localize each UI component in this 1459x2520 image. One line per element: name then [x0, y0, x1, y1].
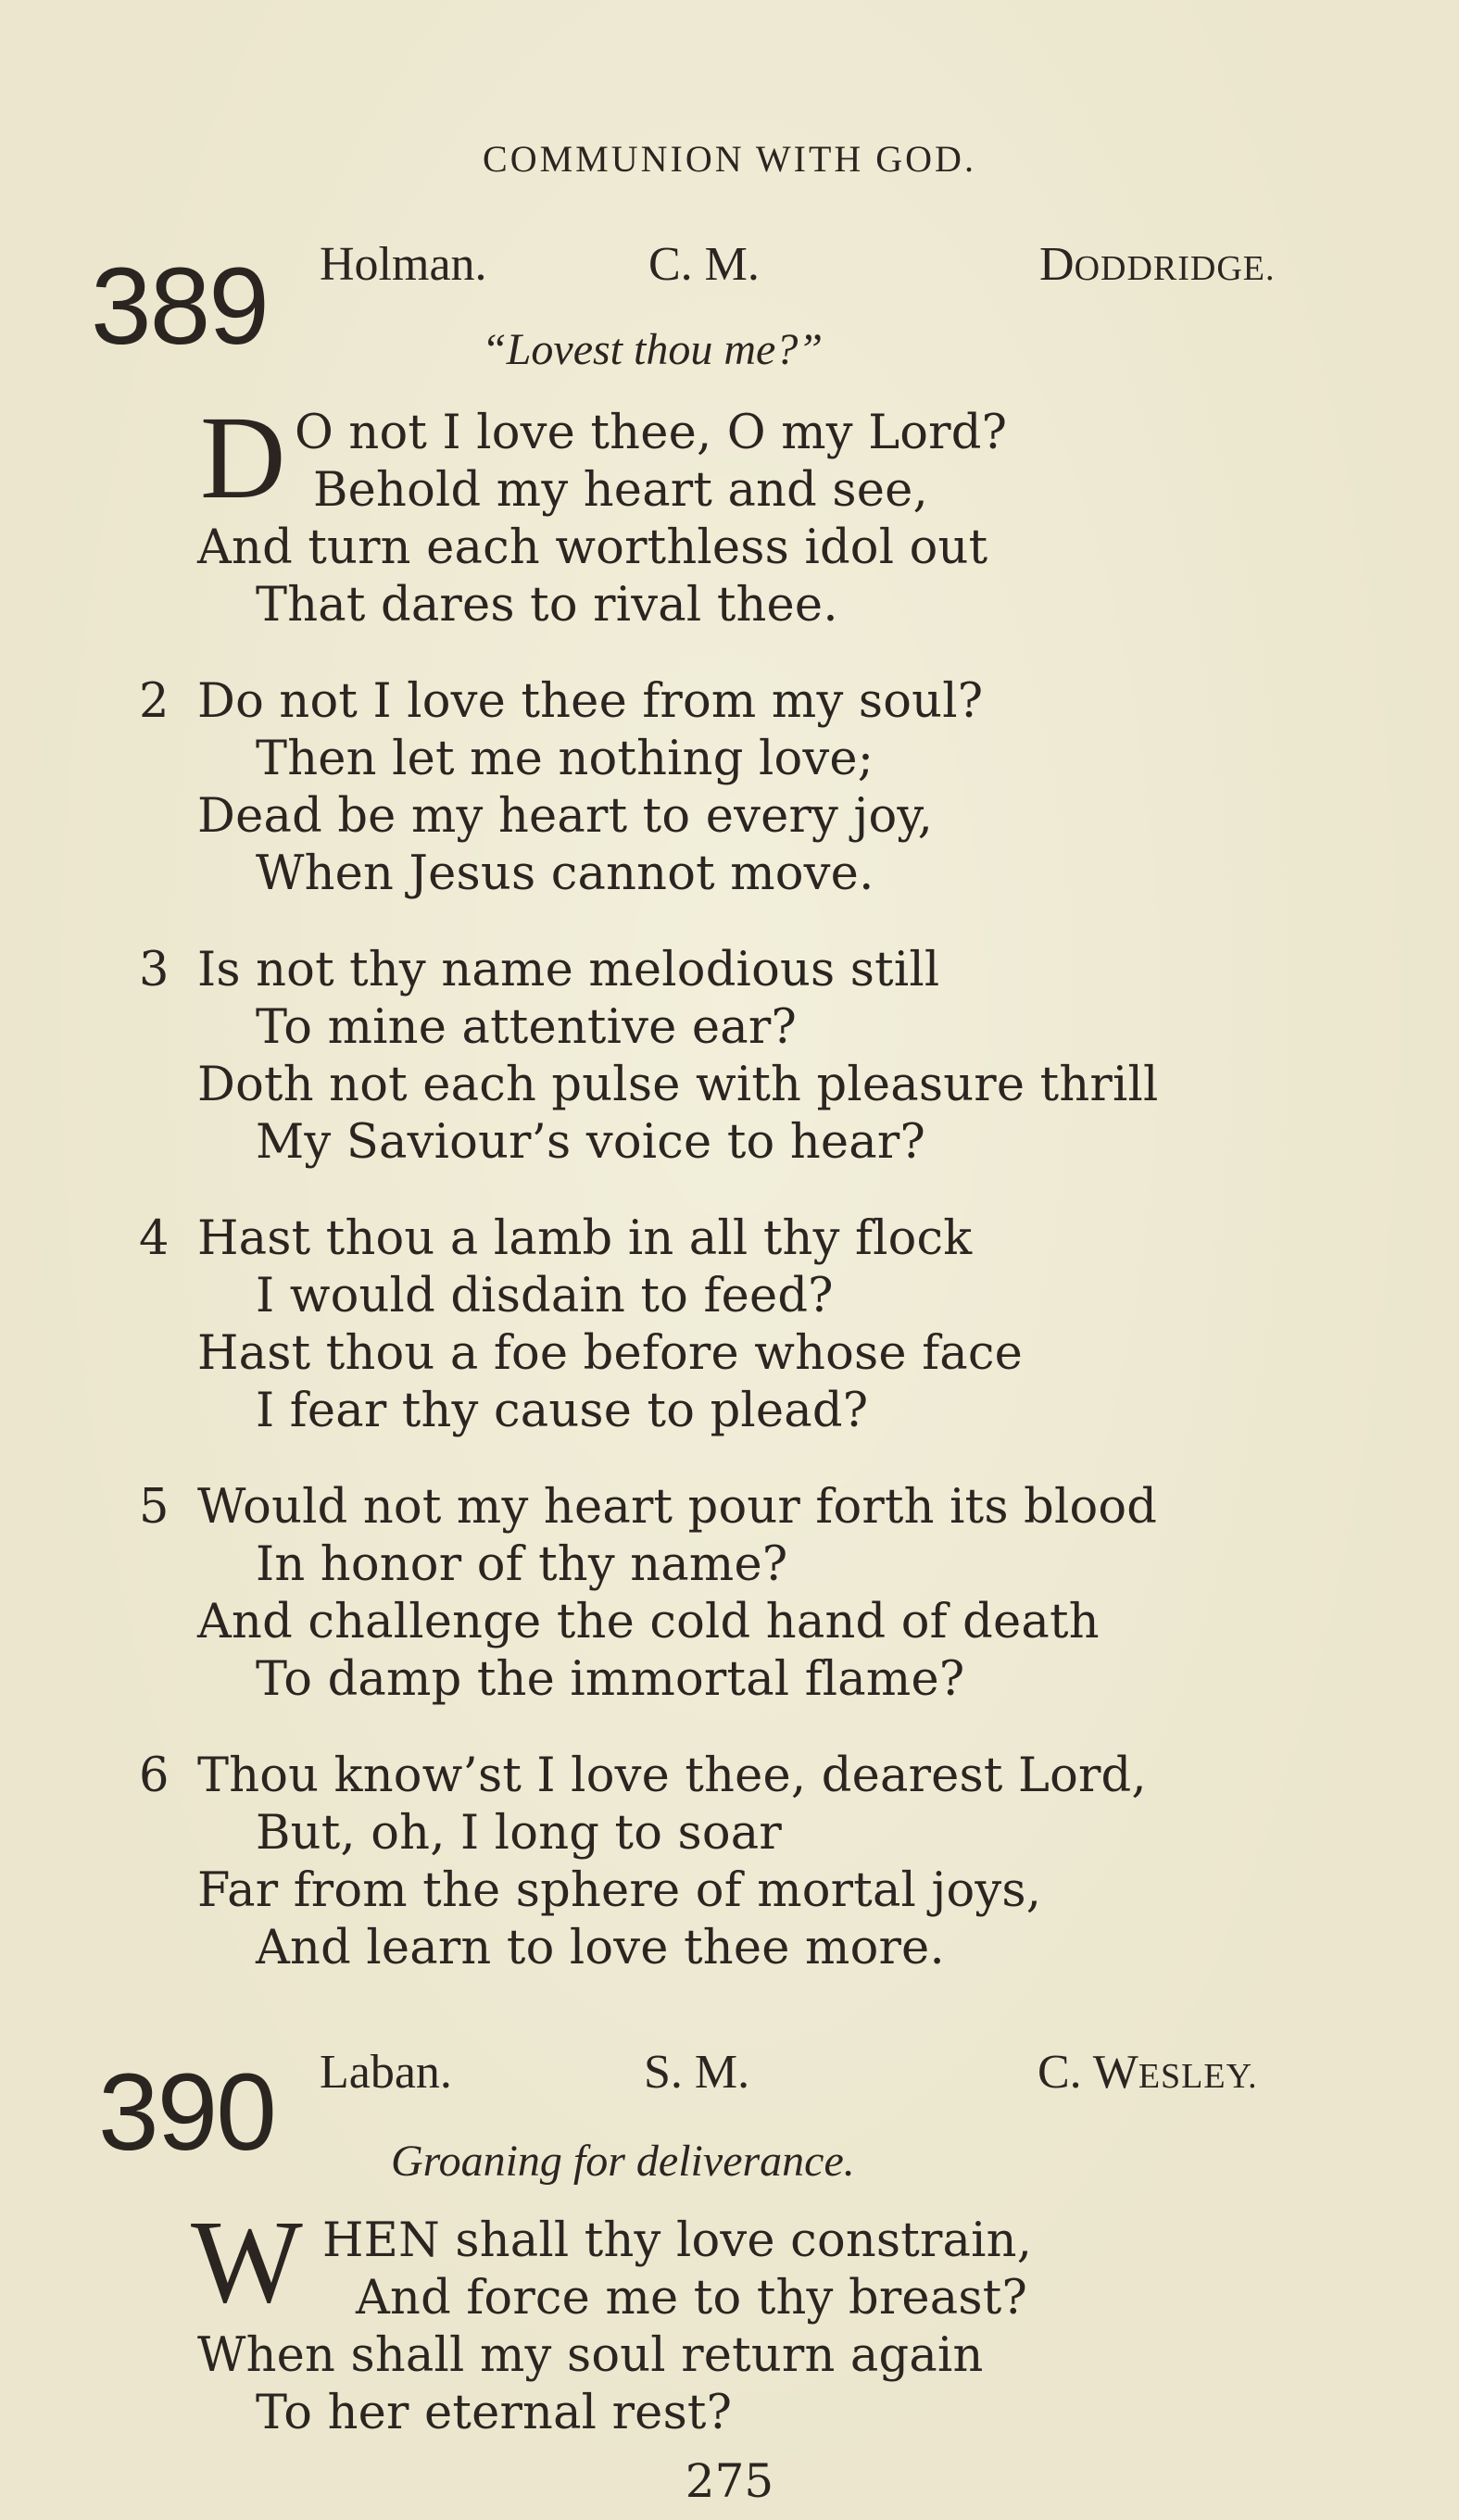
hymn-390-author [1038, 2045, 1258, 2100]
hymn-390-s1-line3: When shall my soul return again [197, 2328, 984, 2383]
hymn-389-s3-line1: Is not thy name melodious still [197, 943, 940, 997]
hymn-389-author-rest: ODDRIDGE. [1074, 249, 1276, 288]
hymn-389-s3-line3: Doth not each pulse with pleasure thrill [197, 1058, 1159, 1112]
hymn-389-meter: C. M. [648, 238, 760, 291]
hymn-389-author [1039, 237, 1276, 292]
hymn-389-s2-line4: When Jesus cannot move. [256, 846, 874, 901]
hymn-389-author-initial: D [1039, 238, 1075, 291]
hymn-389-s2-line3: Dead be my heart to every joy, [197, 789, 934, 844]
hymn-389-s5-line4: To damp the immortal flame? [256, 1652, 965, 1707]
page-number: 275 [685, 2454, 774, 2508]
hymn-389-s1-line2: Behold my heart and see, [313, 463, 928, 518]
hymn-389-s4-line3: Hast thou a foe before whose face [197, 1326, 1024, 1381]
hymn-389-s6-line1: Thou know’st I love thee, dearest Lord, [197, 1749, 1147, 1803]
hymn-390-s1-line4: To her eternal rest? [256, 2386, 733, 2440]
running-head: COMMUNION WITH GOD. [483, 138, 976, 180]
hymn-389-s6-line4: And learn to love thee more. [256, 1921, 945, 1975]
hymn-389-verse-number: 4 [139, 1211, 170, 1266]
hymn-390-subtitle: Groaning for deliverance. [391, 2137, 855, 2186]
hymn-389-number: 389 [91, 245, 268, 368]
hymn-389-verse-number: 2 [139, 674, 170, 729]
hymn-389-s5-line3: And challenge the cold hand of death [197, 1595, 1100, 1649]
hymn-390-author-rest: ESLEY. [1138, 2057, 1258, 2096]
hymn-389-verse-number: 3 [139, 943, 170, 997]
hymn-390-tune: Laban. [320, 2046, 452, 2099]
hymn-389-tune: Holman. [320, 238, 487, 291]
hymn-389-s3-line4: My Saviour’s voice to hear? [256, 1115, 925, 1170]
hymn-389-s4-line4: I fear thy cause to plead? [256, 1384, 869, 1438]
hymn-389-s1-line3: And turn each worthless idol out [197, 520, 988, 575]
hymn-390-author-prefix: C. W [1038, 2046, 1138, 2099]
hymn-389-verse-number: 6 [139, 1749, 170, 1803]
hymn-389-s4-line1: Hast thou a lamb in all thy flock [197, 1211, 973, 1266]
hymn-389-s3-line2: To mine attentive ear? [256, 1000, 798, 1055]
hymn-389-s6-line2: But, oh, I long to soar [256, 1806, 782, 1861]
hymn-389-s4-line2: I would disdain to feed? [256, 1269, 834, 1323]
hymn-390-s1-line1: HEN shall thy love constrain, [322, 2213, 1033, 2268]
hymn-390-s1-line2: And force me to thy breast? [356, 2271, 1028, 2326]
hymn-390-meter: S. M. [644, 2046, 750, 2099]
hymn-390-dropcap: W [191, 2196, 303, 2327]
hymn-389-dropcap: D [200, 392, 286, 523]
hymn-389-s5-line1: Would not my heart pour forth its blood [197, 1480, 1158, 1535]
hymn-389-s1-line1: O not I love thee, O my Lord? [295, 406, 1008, 460]
hymn-389-verse-number: 5 [139, 1480, 170, 1535]
hymn-389-s2-line1: Do not I love thee from my soul? [197, 674, 984, 729]
hymn-389-s6-line3: Far from the sphere of mortal joys, [197, 1863, 1042, 1918]
hymn-390-number: 390 [98, 2051, 275, 2174]
hymn-389-s2-line2: Then let me nothing love; [256, 732, 874, 786]
hymn-389-subtitle: “Lovest thou me?” [482, 325, 824, 374]
hymn-389-s1-line4: That dares to rival thee. [256, 578, 838, 633]
hymn-389-s5-line2: In honor of thy name? [256, 1537, 788, 1592]
